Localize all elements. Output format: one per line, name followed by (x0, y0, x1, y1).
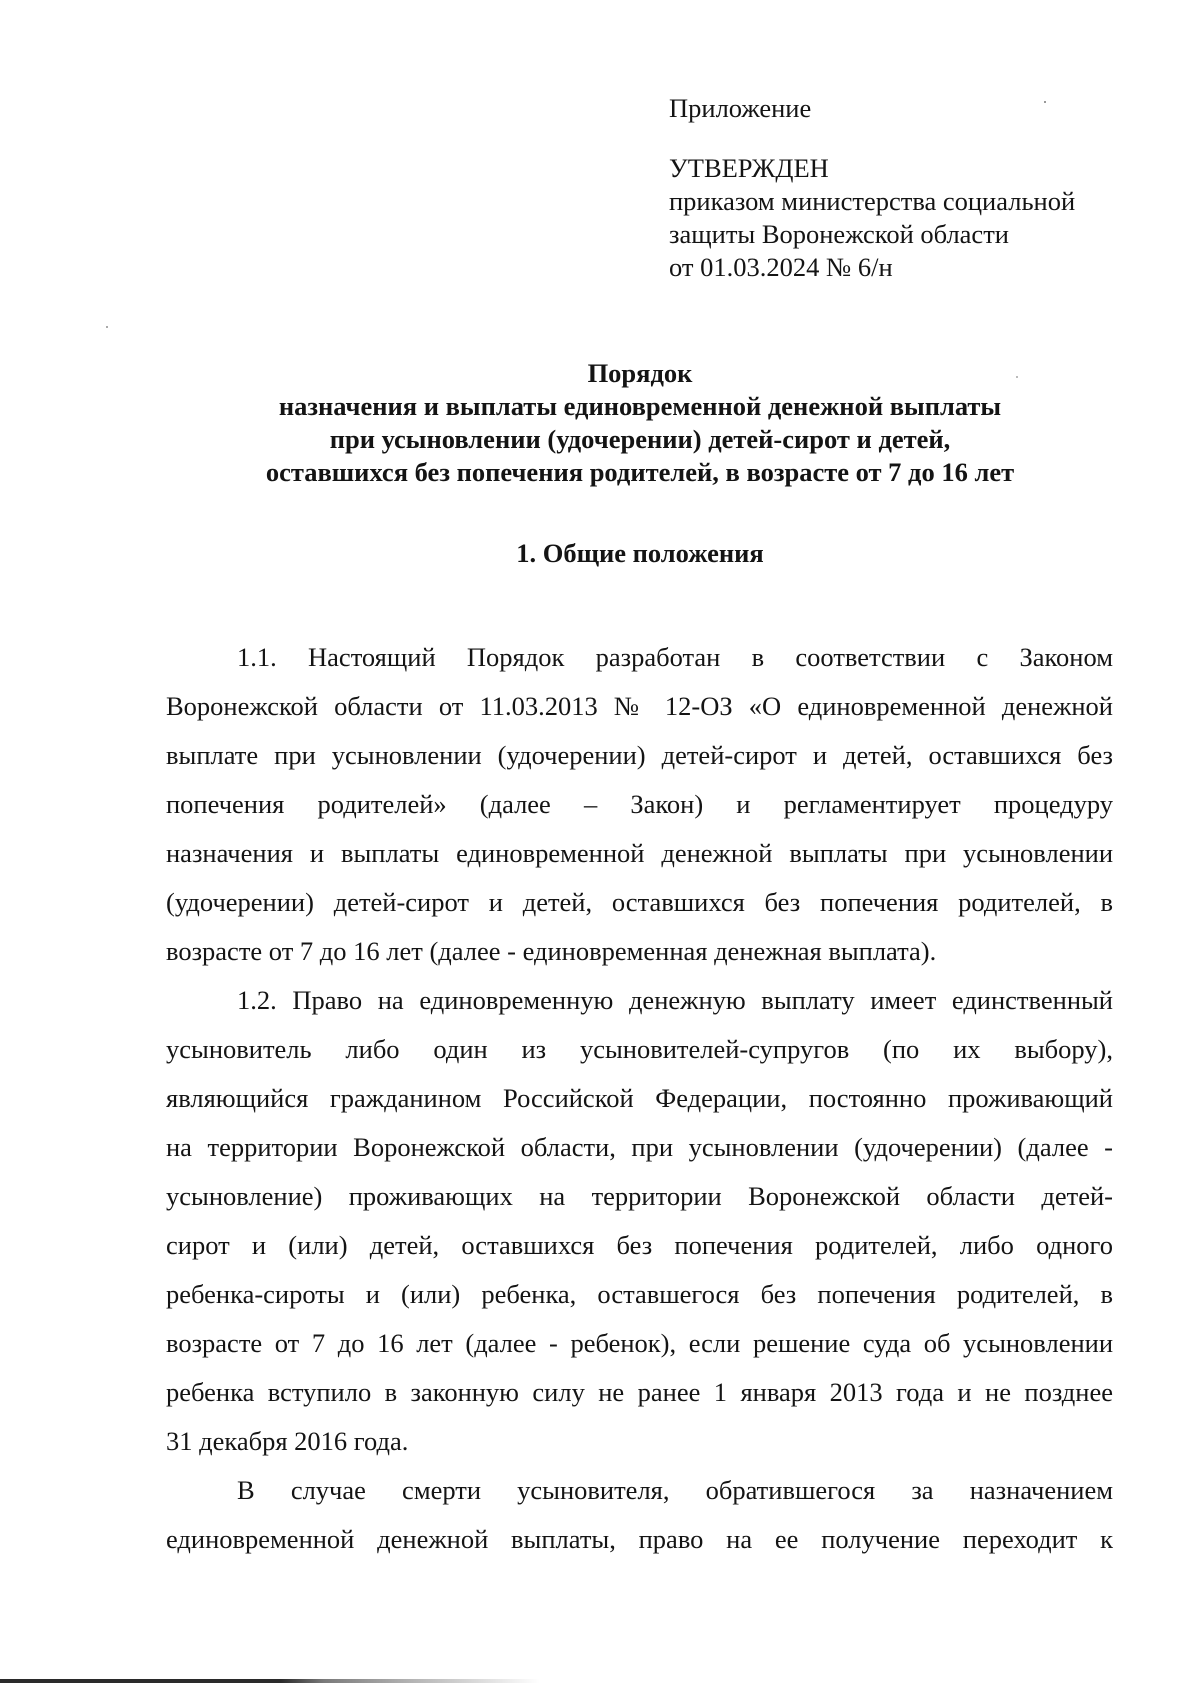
paragraph-line: попечения родителей» (далее – Закон) и регламентирует процедуру (166, 789, 1113, 819)
paragraph-line: усыновление) проживающих на территории Воронежской области детей- (166, 1181, 1113, 1211)
approval-block (669, 92, 1169, 284)
paragraph-line: ребенка вступило в законную силу не ранее 1 января 2013 года и не позднее (166, 1377, 1113, 1407)
body-text (166, 633, 1113, 1564)
title-line: оставшихся без попечения родителей, в возрасте от 7 до 16 лет (265, 457, 1015, 487)
title-line: при усыновлении (удочерении) детей-сирот и детей, (329, 424, 951, 454)
paragraph-line: В случае смерти усыновителя, обратившегося за назначением (237, 1475, 1113, 1505)
appendix-label: Приложение (669, 93, 812, 123)
paragraph-line: Воронежской области от 11.03.2013 № 12-ОЗ «О единовременной денежной (166, 691, 1113, 721)
approved-label: УТВЕРЖДЕН (669, 153, 829, 183)
paragraph-line: единовременной денежной выплаты, право на ее получение переходит к (166, 1524, 1113, 1554)
paragraph-line: сирот и (или) детей, оставшихся без попечения родителей, либо одного (166, 1230, 1113, 1260)
paragraph-line: 31 декабря 2016 года. (166, 1426, 409, 1456)
paragraph-line: являющийся гражданином Российской Федерации, постоянно проживающий (166, 1083, 1113, 1113)
paragraph-line: ребенка-сироты и (или) ребенка, оставшегося без попечения родителей, в (166, 1279, 1113, 1309)
paragraph-line: усыновитель либо один из усыновителей-супругов (по их выбору), (166, 1034, 1113, 1064)
paragraph-line: выплате при усыновлении (удочерении) детей-сирот и детей, оставшихся без (166, 740, 1113, 770)
paragraph-line: назначения и выплаты единовременной денежной выплаты при усыновлении (166, 838, 1113, 868)
title-line: Порядок (587, 358, 693, 388)
paragraph-line: 1.1. Настоящий Порядок разработан в соответствии с Законом (237, 642, 1113, 672)
section-heading: 1. Общие положения (516, 538, 764, 568)
paragraph-line: 1.2. Право на единовременную денежную выплату имеет единственный (237, 985, 1113, 1015)
paragraph-line: возрасте от 7 до 16 лет (далее - единовременная денежная выплата). (166, 936, 937, 966)
paragraph-line: на территории Воронежской области, при усыновлении (удочерении) (далее - (166, 1132, 1113, 1162)
approval-date-number-line: от 01.03.2024 № 6/н (669, 252, 893, 282)
scan-speck (106, 326, 108, 328)
document-title (160, 357, 1120, 489)
title-line: назначения и выплаты единовременной денежной выплаты (278, 391, 1002, 421)
paragraph-line: возрасте от 7 до 16 лет (далее - ребенок), если решение суда об усыновлении (166, 1328, 1113, 1358)
approval-authority-line: защиты Воронежской области (669, 219, 1009, 249)
approval-order-line: приказом министерства социальной (669, 186, 1076, 216)
paragraph-line: (удочерении) детей-сирот и детей, оставшихся без попечения родителей, в (166, 887, 1113, 917)
bottom-scan-line (0, 1679, 540, 1683)
